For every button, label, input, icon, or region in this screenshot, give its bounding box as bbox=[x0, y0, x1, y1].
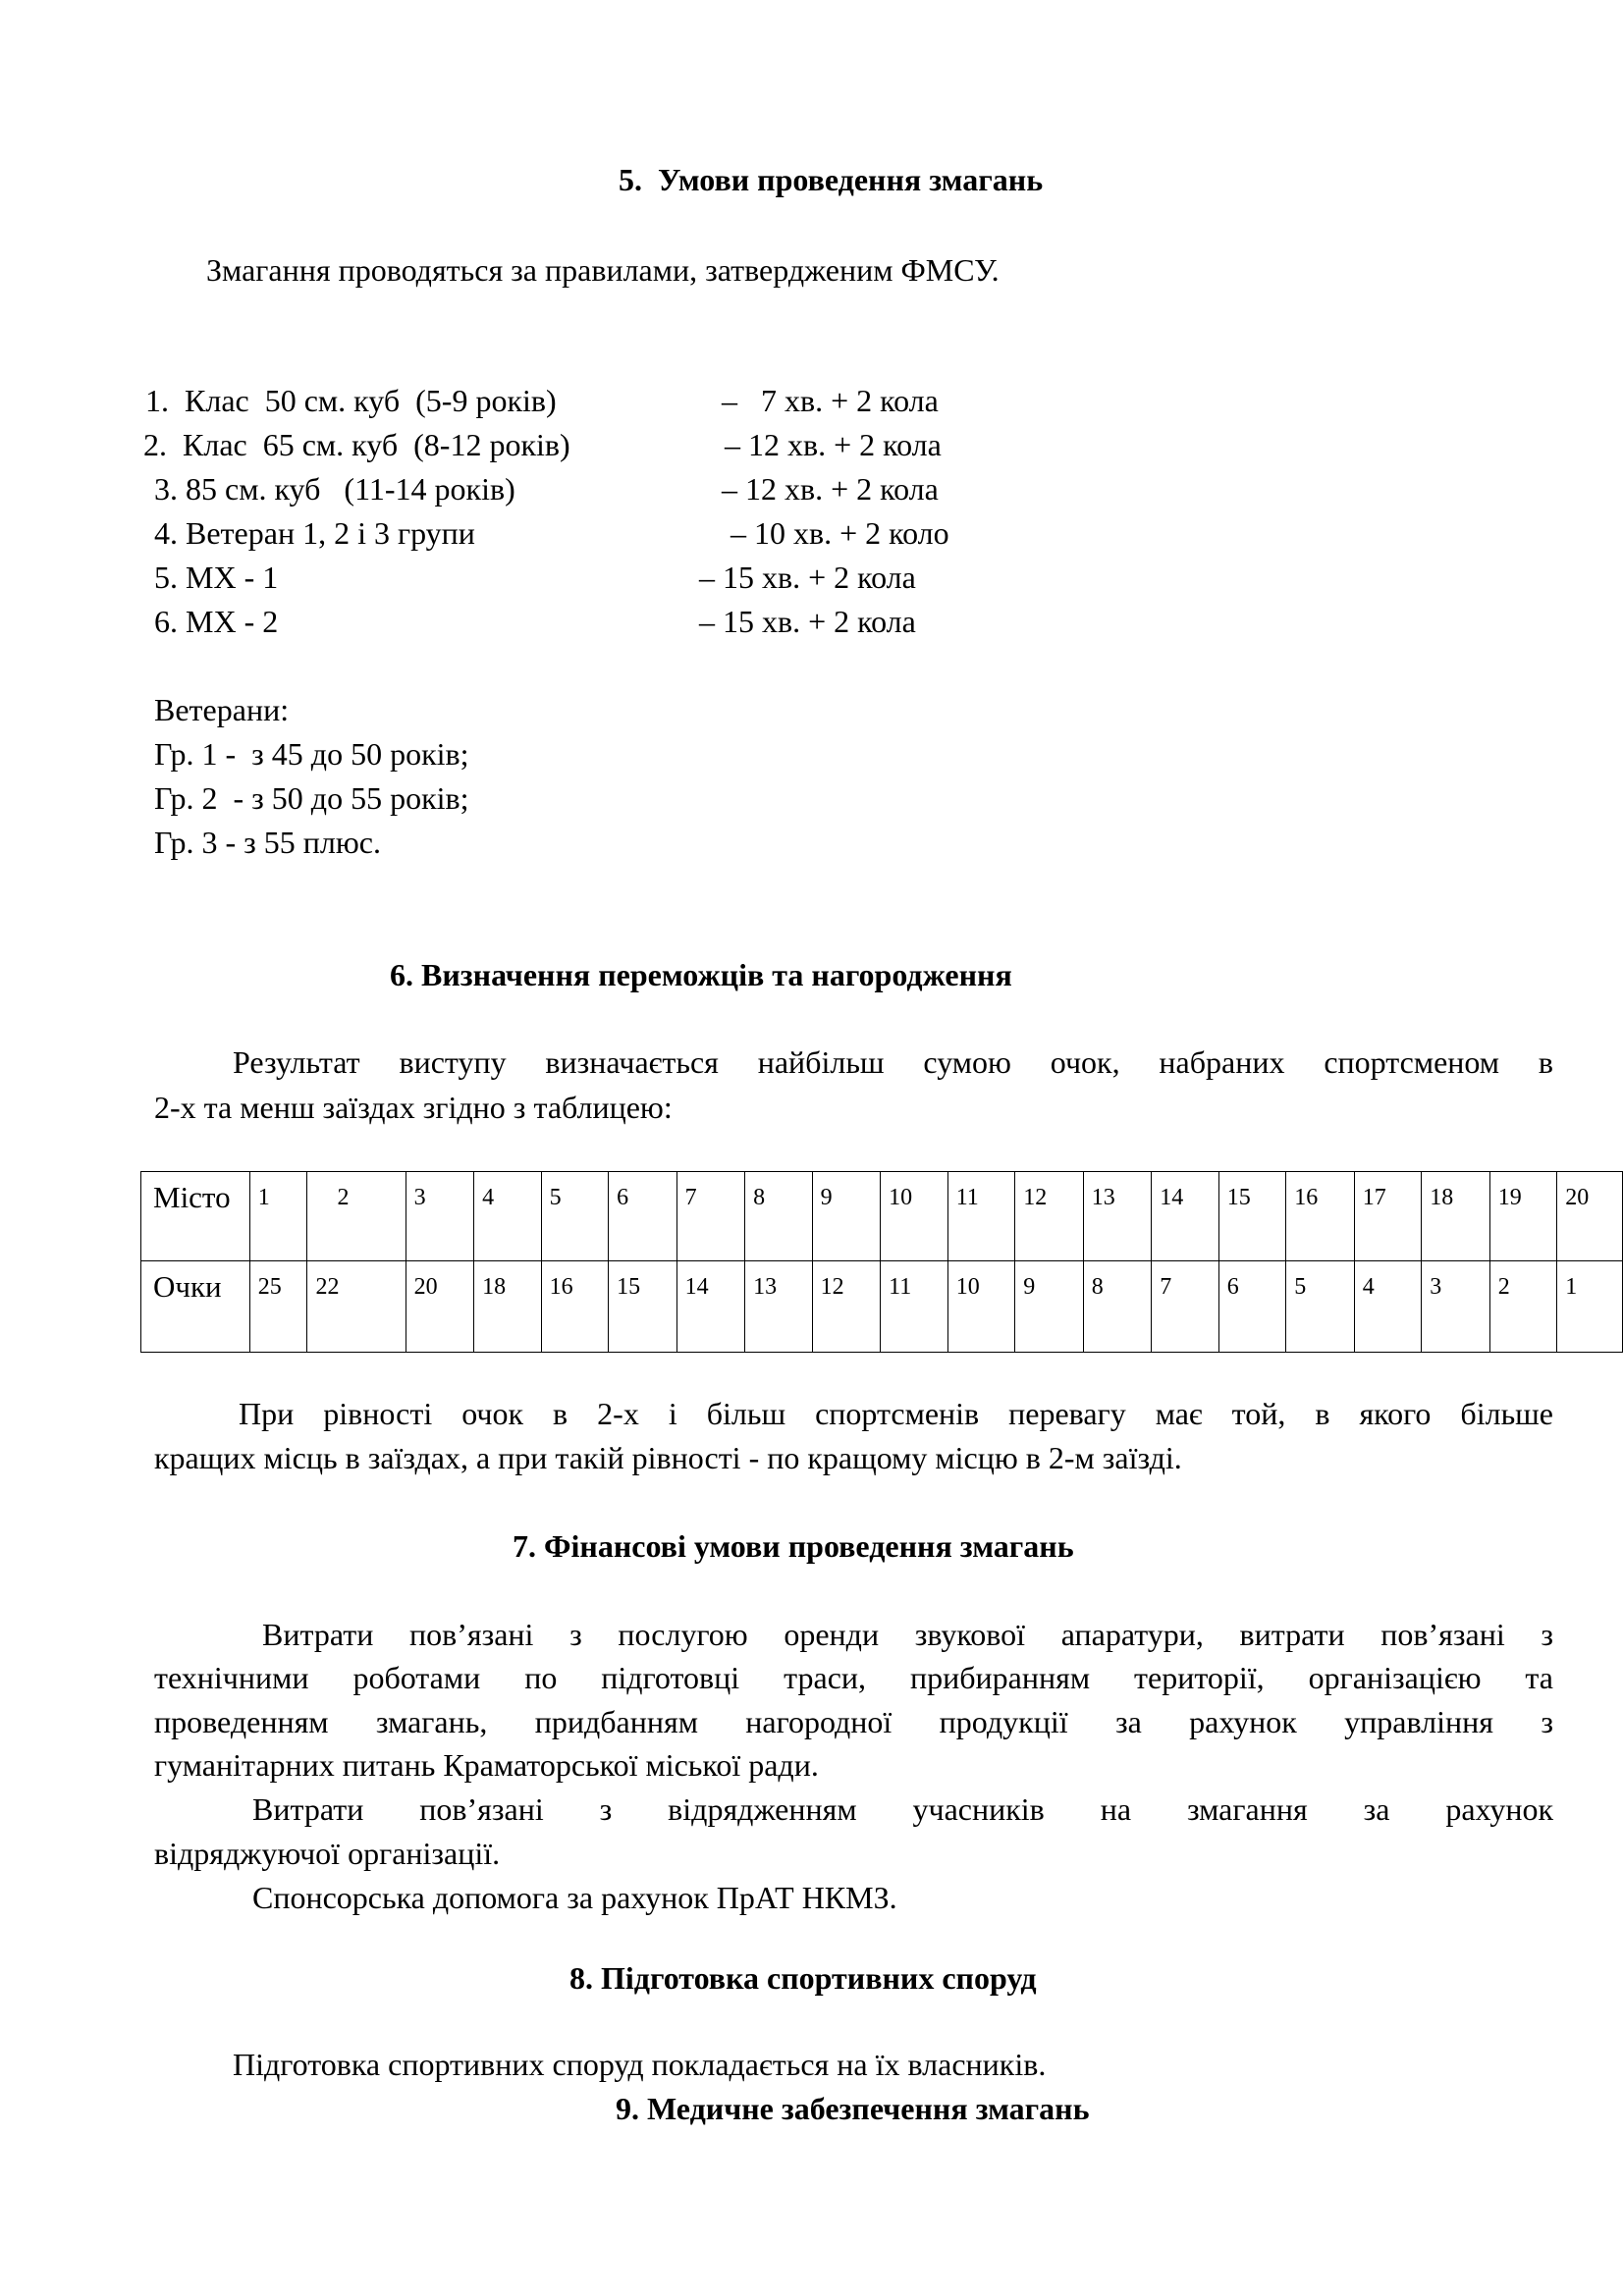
section-6-para-2-line: При рівності очок в 2-х і більш спортсменів перевагу має той, в якого більше bbox=[239, 1396, 1553, 1431]
place-cell: 11 bbox=[947, 1172, 1015, 1261]
points-cell: 3 bbox=[1422, 1261, 1490, 1353]
class-name: 1. Клас 50 см. куб (5-9 років) bbox=[145, 383, 557, 418]
class-time: – 12 хв. + 2 кола bbox=[725, 427, 942, 462]
section-7-line: Витрати пов’язані з відрядженням учасників на змагання за рахунок bbox=[252, 1791, 1553, 1827]
section-9-heading: 9. Медичне забезпечення змагань bbox=[616, 2091, 1090, 2126]
section-7-line: технічними роботами по підготовці траси, прибиранням території, організацією та bbox=[154, 1660, 1553, 1695]
class-name: 5. MX - 1 bbox=[154, 560, 279, 595]
points-cell: 7 bbox=[1152, 1261, 1219, 1353]
class-time: – 10 хв. + 2 коло bbox=[730, 515, 949, 551]
place-cell: 16 bbox=[1286, 1172, 1355, 1261]
points-cell: 16 bbox=[541, 1261, 609, 1353]
row-label: Місто bbox=[141, 1172, 250, 1261]
table-row-places bbox=[141, 1172, 1623, 1261]
table-row-points bbox=[141, 1261, 1623, 1353]
place-cell: 2 bbox=[307, 1172, 406, 1261]
class-time: – 15 хв. + 2 кола bbox=[699, 560, 916, 595]
points-cell: 8 bbox=[1083, 1261, 1152, 1353]
points-cell: 9 bbox=[1015, 1261, 1084, 1353]
section-6-para-2-line: кращих місць в заїздах, а при такій рівності - по кращому місцю в 2-м заїзді. bbox=[154, 1440, 1182, 1475]
place-cell: 10 bbox=[881, 1172, 948, 1261]
place-cell: 4 bbox=[474, 1172, 542, 1261]
place-cell: 9 bbox=[812, 1172, 881, 1261]
points-cell: 20 bbox=[406, 1261, 474, 1353]
section-6-heading: 6. Визначення переможців та нагородження bbox=[390, 957, 1012, 992]
class-time: – 7 хв. + 2 кола bbox=[722, 383, 939, 418]
section-8-heading: 8. Підготовка спортивних споруд bbox=[569, 1960, 1037, 1996]
section-7-line: гуманітарних питань Краматорської міської ради. bbox=[154, 1747, 819, 1783]
class-name: 3. 85 см. куб (11-14 років) bbox=[154, 471, 515, 507]
points-cell: 22 bbox=[307, 1261, 406, 1353]
points-cell: 18 bbox=[474, 1261, 542, 1353]
points-cell: 4 bbox=[1354, 1261, 1422, 1353]
section-7-line: проведенням змагань, придбанням нагородної продукції за рахунок управління з bbox=[154, 1704, 1553, 1739]
veteran-group: Гр. 1 - з 45 до 50 років; bbox=[154, 736, 469, 772]
points-cell: 12 bbox=[812, 1261, 881, 1353]
points-cell: 13 bbox=[745, 1261, 813, 1353]
place-cell: 5 bbox=[541, 1172, 609, 1261]
place-cell: 20 bbox=[1557, 1172, 1623, 1261]
place-cell: 8 bbox=[745, 1172, 813, 1261]
class-time: – 15 хв. + 2 кола bbox=[699, 604, 916, 639]
place-cell: 15 bbox=[1218, 1172, 1286, 1261]
class-time: – 12 хв. + 2 кола bbox=[722, 471, 939, 507]
points-cell: 25 bbox=[249, 1261, 307, 1353]
veteran-group: Гр. 2 - з 50 до 55 років; bbox=[154, 780, 469, 816]
place-cell: 19 bbox=[1489, 1172, 1557, 1261]
points-cell: 2 bbox=[1489, 1261, 1557, 1353]
place-cell: 12 bbox=[1015, 1172, 1084, 1261]
section-5-intro: Змагання проводяться за правилами, затвердженим ФМСУ. bbox=[206, 252, 1000, 288]
points-cell: 6 bbox=[1218, 1261, 1286, 1353]
points-cell: 1 bbox=[1557, 1261, 1623, 1353]
section-5-heading: 5. Умови проведення змагань bbox=[619, 162, 1044, 197]
veterans-title: Ветерани: bbox=[154, 692, 290, 727]
place-cell: 6 bbox=[609, 1172, 677, 1261]
class-name: 2. Клас 65 см. куб (8-12 років) bbox=[143, 427, 570, 462]
place-cell: 18 bbox=[1422, 1172, 1490, 1261]
class-name: 6. MX - 2 bbox=[154, 604, 279, 639]
section-7-heading: 7. Фінансові умови проведення змагань bbox=[513, 1528, 1074, 1564]
place-cell: 17 bbox=[1354, 1172, 1422, 1261]
place-cell: 1 bbox=[249, 1172, 307, 1261]
section-8-text: Підготовка спортивних споруд покладається на їх власників. bbox=[233, 2047, 1047, 2082]
points-cell: 5 bbox=[1286, 1261, 1355, 1353]
section-7-line: Спонсорська допомога за рахунок ПрАТ НКМЗ. bbox=[252, 1880, 897, 1915]
place-cell: 3 bbox=[406, 1172, 474, 1261]
section-7-line: відряджуючої організації. bbox=[154, 1836, 501, 1871]
points-cell: 10 bbox=[947, 1261, 1015, 1353]
section-6-para-1-line: 2-х та менш заїздах згідно з таблицею: bbox=[154, 1090, 673, 1125]
section-6-para-1-line: Результат виступу визначається найбільш сумою очок, набраних спортсменом в bbox=[233, 1044, 1553, 1080]
points-table bbox=[140, 1171, 1623, 1353]
row-label: Очки bbox=[141, 1261, 250, 1353]
veteran-group: Гр. 3 - з 55 плюс. bbox=[154, 825, 381, 860]
section-7-line: Витрати пов’язані з послугою оренди звукової апаратури, витрати пов’язані з bbox=[262, 1617, 1553, 1652]
points-cell: 14 bbox=[676, 1261, 745, 1353]
place-cell: 13 bbox=[1083, 1172, 1152, 1261]
place-cell: 14 bbox=[1152, 1172, 1219, 1261]
class-name: 4. Ветеран 1, 2 і 3 групи bbox=[154, 515, 475, 551]
points-cell: 11 bbox=[881, 1261, 948, 1353]
place-cell: 7 bbox=[676, 1172, 745, 1261]
points-cell: 15 bbox=[609, 1261, 677, 1353]
